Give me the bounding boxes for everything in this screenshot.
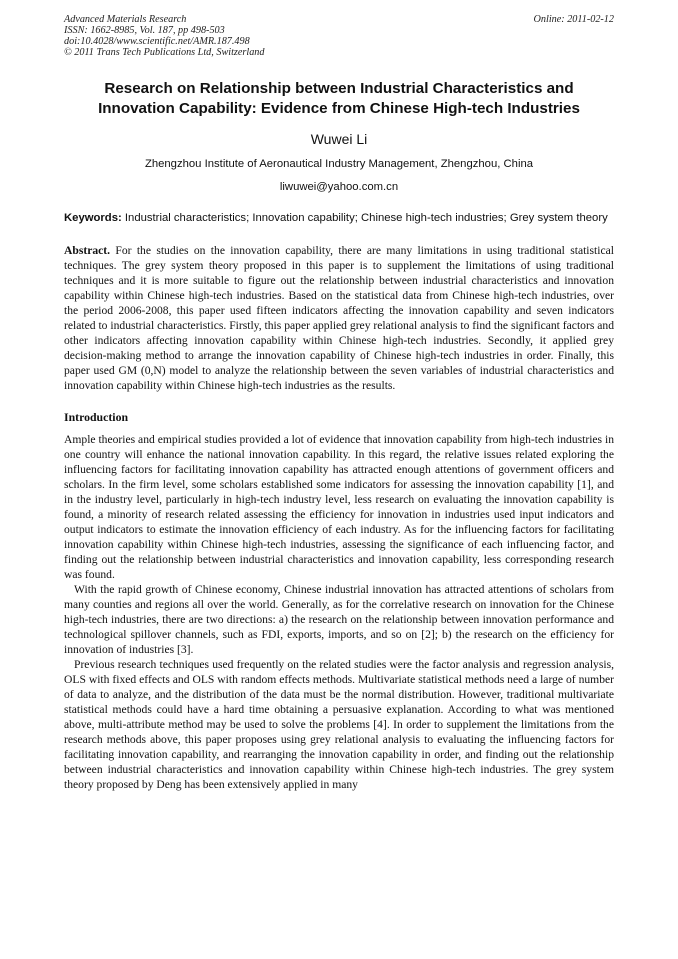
author-affiliation: Zhengzhou Institute of Aeronautical Industry Management, Zhengzhou, China <box>144 158 534 170</box>
intro-paragraph: With the rapid growth of Chinese economy, Chinese industrial innovation has attracted attentions of scholars from many counties and regions all over the world. Generally, as for the correlative research on innovation for the Chinese high-tech industries, there are two directions: a) the research on the relationship between innovation performance and technological spillover channels, such as FDI, exports, imports, and so on [2]; b) the research on the efficiency for innovation of industries [3]. <box>64 582 614 656</box>
online-date: Online: 2011-02-12 <box>533 14 614 25</box>
introduction-body <box>64 432 614 792</box>
journal-name: Advanced Materials Research <box>64 14 187 25</box>
abstract-text: For the studies on the innovation capability, there are many limitations in using traditional statistical techniques. The grey system theory proposed in this paper is to supplement the limitations of using traditional techniques and it is more suitable to figure out the relationship between industrial characteristics and innovation capability within Chinese high-tech industries. Based on the statistical data from Chinese high-tech industries, over the period 2006-2008, this paper used fifteen indicators affecting the innovation capability and seven indicators related to industrial characteristics. Firstly, this paper applied grey relational analysis to find the significant factors and other indicators affecting innovation capability within Chinese high-tech industries. Secondly, it applied grey decision-making method to arrange the innovation capability of Chinese high-tech industries in order. Finally, this paper used GM (0,N) model to analyze the relationship between the seven variables of industrial characteristics and innovation capability within Chinese high-tech industries as the results. <box>64 243 615 392</box>
issn-line: ISSN: 1662-8985, Vol. 187, pp 498-503 <box>64 25 225 36</box>
keywords-label: Keywords: <box>64 212 122 224</box>
section-heading-introduction: Introduction <box>64 409 129 424</box>
keywords-text: Industrial characteristics; Innovation capability; Chinese high-tech industries; Grey system theory <box>124 212 608 224</box>
copyright-line: © 2011 Trans Tech Publications Ltd, Switzerland <box>64 47 265 58</box>
doi-line: doi:10.4028/www.scientific.net/AMR.187.498 <box>64 36 250 47</box>
keywords-block <box>64 211 614 226</box>
paper-page <box>64 14 614 792</box>
paper-title: Research on Relationship between Industrial Characteristics and Innovation Capability: Evidence from Chinese High-tech Industries <box>98 80 580 117</box>
abstract-label: Abstract. <box>64 243 111 257</box>
intro-paragraph: Previous research techniques used frequently on the related studies were the factor analysis and regression analysis, OLS with fixed effects and OLS with random effects methods. Multivariate statistical methods need a large of number of data to analyze, and the distribution of the data must be the normal distribution. However, traditional multivariate statistical methods could have a hard time obtaining a persuasive explanation. According to what was mentioned above, multi-attribute method may be used to solve the problems [4]. In order to supplement the limitations from the research methods above, this paper proposes using grey relational analysis to evaluating the influencing factors for facilitating innovation capability, and rearranging the innovation capability in order, and finding out the relationship between industrial characteristics and innovation capability within Chinese high-tech industries. The grey system theory proposed by Deng has been extensively applied in many <box>64 657 614 791</box>
intro-paragraph: Ample theories and empirical studies provided a lot of evidence that innovation capability from high-tech industries in one country will enhance the national innovation capability. In this regard, the relative issues related exploring the influencing factors for facilitating innovation capability has attracted enough attentions of government officers and scholars. In the firm level, some scholars established some indicators for assessing the innovation capability [1], and in the industry level, particularly in high-tech industry level, less research on evaluating the innovation capability is found, a minority of research related assessing the efficiency for innovation in industries used input indicators and output indicators to estimate the innovation efficiency of each industry. As for the influencing factors for facilitating innovation capability within Chinese high-tech industries, assessing the significance of each influencing factor, and finding out the relationship between industrial characteristics and innovation capability, less corresponding research was found. <box>64 432 614 581</box>
author-name: Wuwei Li <box>310 131 368 147</box>
journal-header <box>64 14 614 58</box>
abstract-block <box>64 243 614 393</box>
author-email: liwuwei@yahoo.com.cn <box>279 181 399 193</box>
